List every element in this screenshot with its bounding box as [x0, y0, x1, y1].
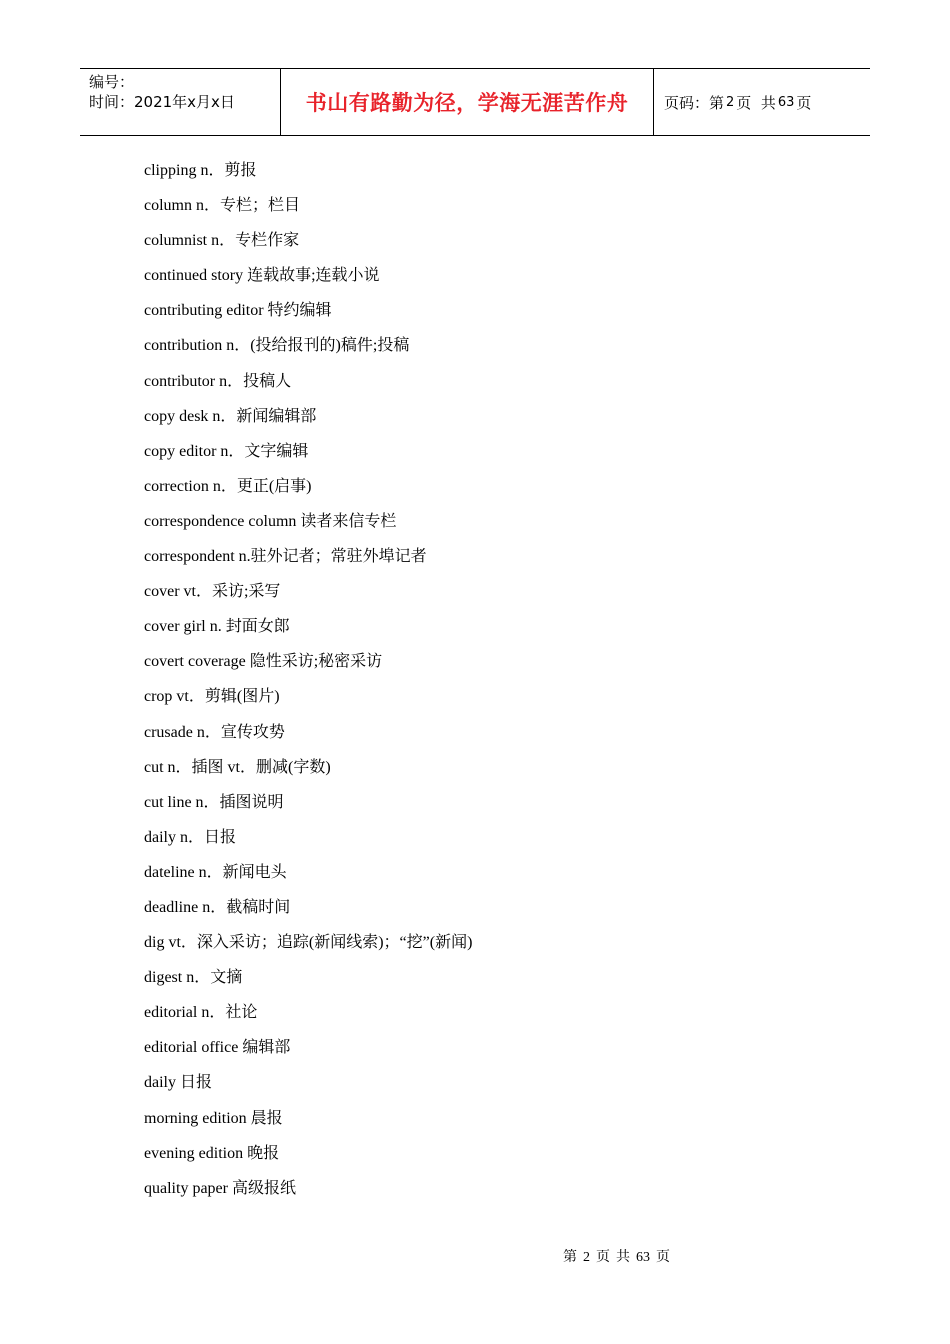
list-item: copy desk n．新闻编辑部 — [144, 407, 317, 425]
header-page-indicator — [654, 69, 870, 135]
glossary-list — [144, 153, 844, 1206]
list-item: cut line n．插图说明 — [144, 793, 284, 811]
list-item: deadline n．截稿时间 — [144, 898, 291, 916]
list-item: clipping n．剪报 — [144, 162, 257, 179]
list-item: cover girl n. 封面女郎 — [144, 618, 290, 636]
list-item: columnist n．专栏作家 — [144, 232, 300, 250]
list-item: correspondence column 读者来信专栏 — [144, 512, 397, 530]
list-item: daily n．日报 — [144, 828, 236, 846]
document-number-label: 编号： — [89, 73, 135, 91]
list-item: evening edition 晚报 — [144, 1144, 280, 1162]
list-item: crop vt．剪辑(图片) — [144, 688, 280, 706]
page-suffix: 页 — [796, 93, 812, 112]
footer-word: 共 — [616, 1250, 630, 1265]
footer-word: 第 — [563, 1250, 577, 1265]
list-item: digest n．文摘 — [144, 969, 243, 987]
page-current: 2 — [726, 94, 735, 110]
page-middle: 页 共 — [736, 93, 776, 112]
list-item: cut n．插图 vt．删减(字数) — [144, 758, 331, 776]
list-item: crusade n．宣传攻势 — [144, 723, 285, 741]
list-item: dateline n．新闻电头 — [144, 863, 287, 881]
page-footer — [560, 1246, 673, 1266]
list-item: continued story 连载故事;连载小说 — [144, 267, 380, 285]
list-item: correction n．更正(启事) — [144, 477, 312, 495]
page-prefix: 页码：第 — [664, 93, 725, 112]
list-item: dig vt．深入采访；追踪(新闻线索)；“挖”(新闻) — [144, 934, 473, 952]
list-item: correspondent n.驻外记者；常驻外埠记者 — [144, 548, 427, 566]
list-item: daily 日报 — [144, 1074, 212, 1092]
page-total: 63 — [777, 94, 795, 110]
list-item: cover vt．采访;采写 — [144, 583, 281, 601]
list-item: editorial office 编辑部 — [144, 1039, 291, 1057]
footer-word: 页 — [596, 1250, 610, 1265]
footer-total-pages: 63 — [636, 1250, 650, 1265]
list-item: contributor n．投稿人 — [144, 372, 292, 390]
document-date: 时间：2021年x月x日 — [89, 93, 235, 111]
list-item: quality paper 高级报纸 — [144, 1179, 296, 1197]
list-item: contributing editor 特约编辑 — [144, 302, 332, 320]
list-item: copy editor n．文字编辑 — [144, 442, 309, 460]
footer-word: 页 — [656, 1250, 670, 1265]
list-item: contribution n．(投给报刊的)稿件;投稿 — [144, 337, 410, 355]
page-header — [80, 68, 870, 136]
list-item: covert coverage 隐性采访;秘密采访 — [144, 653, 383, 671]
header-motto: 书山有路勤为径，学海无涯苦作舟 — [281, 69, 654, 135]
header-meta — [80, 69, 281, 135]
list-item: morning edition 晨报 — [144, 1109, 283, 1127]
list-item: editorial n．社论 — [144, 1004, 258, 1022]
footer-current-page: 2 — [583, 1250, 590, 1265]
list-item: column n．专栏；栏目 — [144, 197, 300, 215]
